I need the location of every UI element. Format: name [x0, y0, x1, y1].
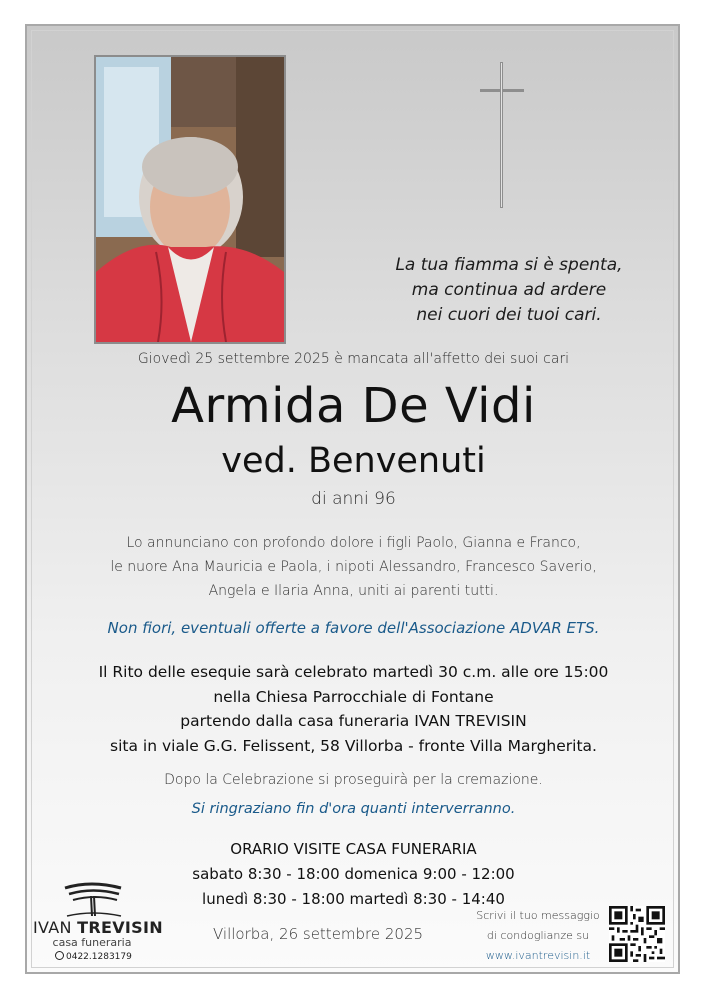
logo-first-name: IVAN	[33, 918, 78, 937]
rite-line: partendo dalla casa funeraria IVAN TREVISIN	[180, 712, 527, 730]
rite-line: sita in viale G.G. Felissent, 58 Villorba - fronte Villa Margherita.	[110, 736, 597, 755]
family-announcement	[28, 531, 679, 603]
funeral-home-logo	[33, 882, 163, 964]
message-line: di condoglianze su	[486, 929, 590, 942]
portrait-image	[96, 57, 284, 342]
website-link[interactable]: www.ivantrevisin.it	[485, 949, 591, 962]
rite-line: Il Rito delle esequie sarà celebrato martedì 30 c.m. alle ore 15:00	[98, 663, 609, 681]
logo-subtitle: casa funeraria	[52, 936, 132, 949]
tree-logo-icon	[61, 882, 125, 918]
funeral-rite	[28, 660, 679, 758]
family-line: Angela e Ilaria Anna, uniti ai parenti tutti.	[208, 583, 499, 599]
visiting-hours-title: ORARIO VISITE CASA FUNERARIA	[230, 840, 477, 858]
cross-icon	[480, 62, 524, 208]
quote	[380, 253, 638, 328]
message-line: Scrivi il tuo messaggio	[476, 909, 600, 922]
phone-number: 0422.1283179	[66, 952, 132, 962]
quote-line: nei cuori dei tuoi cari.	[416, 305, 602, 325]
married-name: ved. Benvenuti	[221, 441, 486, 481]
phone-icon	[55, 951, 64, 960]
qr-code[interactable]	[609, 906, 665, 962]
logo-name	[33, 918, 163, 937]
age-text: di anni 96	[311, 489, 396, 509]
visiting-hours-line: sabato 8:30 - 18:00 domenica 9:00 - 12:00	[192, 865, 515, 883]
condolence-message	[468, 906, 608, 966]
deceased-name: Armida De Vidi	[171, 378, 536, 434]
place-date: Villorba, 26 settembre 2025	[213, 925, 424, 943]
logo-last-name: TREVISIN	[77, 918, 163, 937]
family-line: le nuore Ana Mauricia e Paola, i nipoti Alessandro, Francesco Saverio,	[110, 559, 597, 575]
cremation-note: Dopo la Celebrazione si proseguirà per la cremazione.	[164, 772, 543, 788]
intro-text: Giovedì 25 settembre 2025 è mancata all'affetto dei suoi cari	[137, 351, 570, 367]
visiting-hours-line: lunedì 8:30 - 18:00 martedì 8:30 - 14:40	[202, 890, 505, 908]
no-flowers-note: Non fiori, eventuali offerte a favore dell'Associazione ADVAR ETS.	[107, 619, 600, 637]
quote-line: ma continua ad ardere	[411, 280, 607, 300]
family-line: Lo annunciano con profondo dolore i figli Paolo, Gianna e Franco,	[126, 535, 581, 551]
logo-phone	[55, 951, 132, 962]
rite-line: nella Chiesa Parrocchiale di Fontane	[213, 687, 494, 706]
portrait-photo	[94, 55, 286, 344]
thanks-note: Si ringraziano fin d'ora quanti interverranno.	[191, 801, 516, 817]
quote-line: La tua fiamma si è spenta,	[395, 255, 623, 275]
